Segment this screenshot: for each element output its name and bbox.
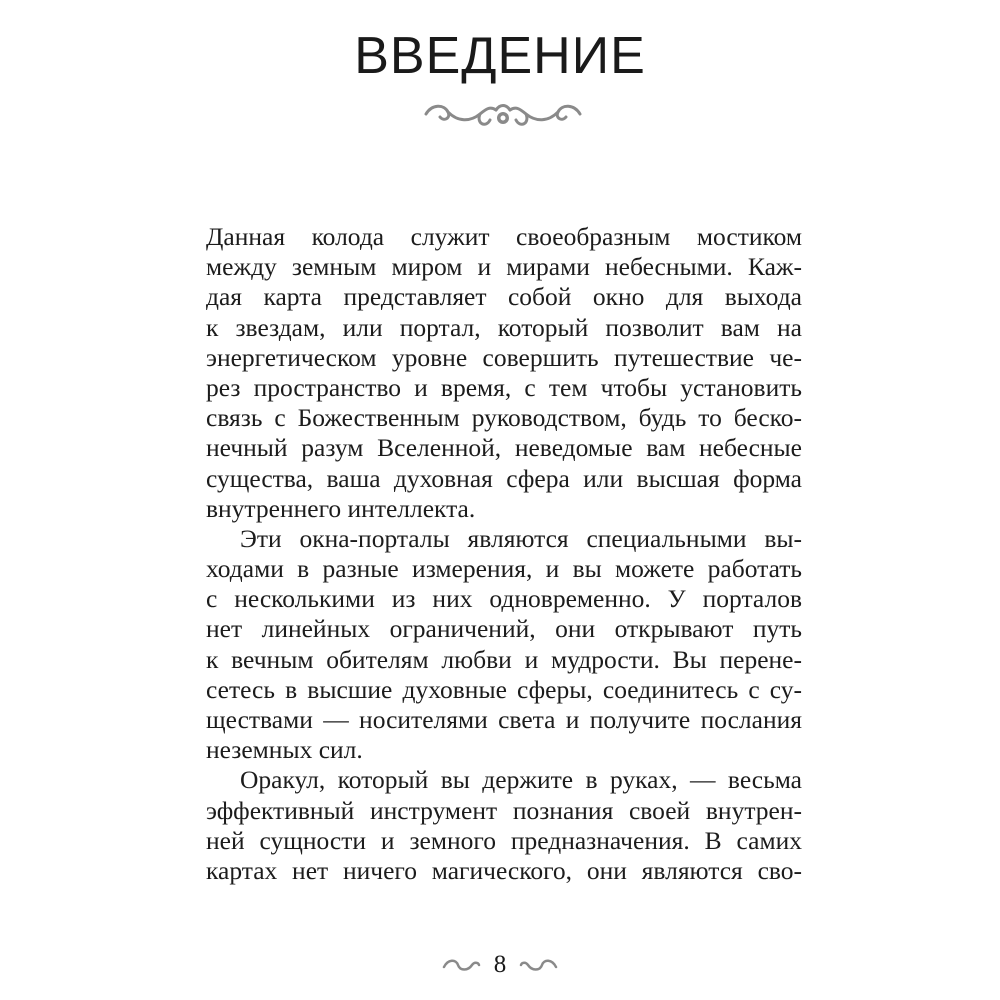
page-number: 8 bbox=[493, 951, 507, 978]
text-line: рез пространство и время, с тем чтобы установить bbox=[206, 372, 802, 402]
text-line: существа, ваша духовная сфера или высшая форма bbox=[206, 463, 802, 493]
chapter-title: ВВЕДЕНИЕ bbox=[354, 27, 646, 85]
flourish-ornament-icon bbox=[418, 92, 588, 132]
swirl-ornament-icon bbox=[440, 955, 482, 975]
text-line: ней сущности и земного предназначения. В самих bbox=[206, 825, 802, 855]
text-line: Данная колода служит своеобразным мостиком bbox=[206, 222, 802, 251]
text-line: картах нет ничего магического, они являются сво- bbox=[206, 855, 802, 885]
text-line: между земным миром и мирами небесными. Каж- bbox=[206, 252, 802, 282]
text-line: ществами — носителями света и получите послания bbox=[206, 705, 802, 734]
text-line: к звездам, или портал, который позволит вам на bbox=[206, 312, 802, 342]
text-line: ходами в разные измерения, и вы можете работать bbox=[206, 554, 802, 584]
text-line: нечный разум Вселенной, неведомые вам небесные bbox=[206, 433, 802, 463]
text-line: Эти окна-порталы являются специальными вы- bbox=[240, 523, 802, 553]
text-line: Оракул, который вы держите в руках, — весьма bbox=[240, 765, 802, 795]
text-line: нет линейных ограничений, они открывают путь bbox=[206, 614, 802, 644]
text-line: внутреннего интеллекта. bbox=[206, 493, 476, 523]
text-line: эффективный инструмент познания своей внутрен- bbox=[206, 795, 802, 825]
text-line: энергетическом уровне совершить путешествие че- bbox=[206, 342, 802, 372]
page-footer bbox=[0, 948, 1000, 982]
swirl-ornament-icon bbox=[518, 955, 560, 975]
text-line: дая карта представляет собой окно для выхода bbox=[206, 282, 802, 312]
text-line: связь с Божественным руководством, будь то беско- bbox=[206, 403, 802, 433]
body-text bbox=[206, 222, 802, 886]
text-line: с несколькими из них одновременно. У порталов bbox=[206, 584, 802, 614]
text-line: к вечным обителям любви и мудрости. Вы перене- bbox=[206, 644, 802, 674]
text-line: сетесь в высшие духовные сферы, соединитесь с су- bbox=[206, 674, 802, 704]
text-line: неземных сил. bbox=[206, 735, 363, 765]
